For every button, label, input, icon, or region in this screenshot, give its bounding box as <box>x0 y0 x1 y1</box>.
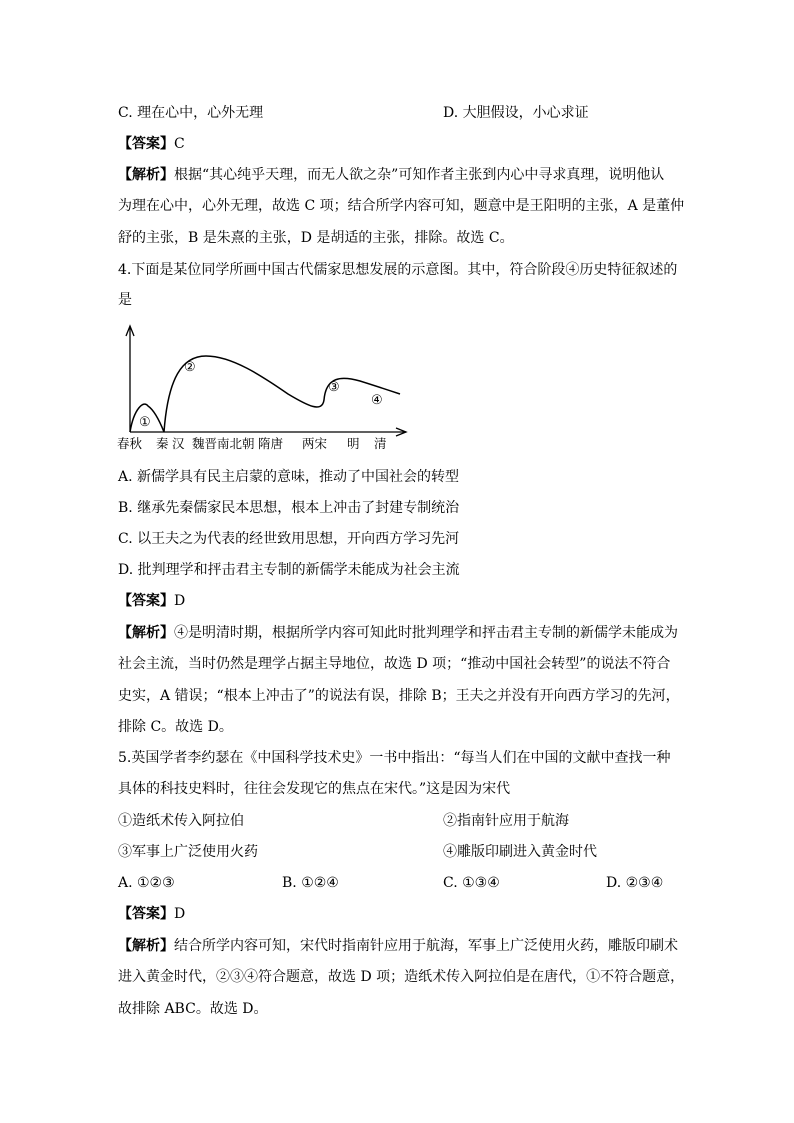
q5-analysis-line-1 <box>118 936 678 956</box>
confucianism-development-diagram <box>112 318 412 454</box>
q4-analysis-line-4: 排除 C。故选 D。 <box>118 719 233 735</box>
answer-tag: 【答案】 <box>118 136 174 152</box>
q3-analysis-line-3: 舒的主张，B 是朱熹的主张，D 是胡适的主张，排除。故选 C。 <box>118 230 514 246</box>
q5-analysis-line-3: 故排除 ABC。故选 D。 <box>118 1001 268 1017</box>
q4-analysis-line-3: 史实，A 错误；“根本上冲击了”的说法有误，排除 B；王夫之并没有开向西方学习的先河， <box>118 688 680 704</box>
q4-stem-line-1: 4.下面是某位同学所画中国古代儒家思想发展的示意图。其中，符合阶段④历史特征叙述的 <box>118 262 678 278</box>
answer-value: D <box>174 593 186 609</box>
q3-option-d: D. 大胆假设，小心求证 <box>443 105 589 121</box>
q5-option-b: B. ①②④ <box>282 875 339 891</box>
era-label: 明 <box>347 436 360 451</box>
phase-2-label: ② <box>184 360 196 375</box>
q5-item-4: ④雕版印刷进入黄金时代 <box>443 844 597 860</box>
era-label: 秦 <box>156 436 169 451</box>
answer-value: D <box>174 906 186 922</box>
era-label: 清 <box>374 436 387 451</box>
analysis-tag: 【解析】 <box>118 167 174 183</box>
q5-option-c: C. ①③④ <box>443 875 500 891</box>
q4-analysis-line-1 <box>118 623 678 643</box>
analysis-tag: 【解析】 <box>118 625 174 641</box>
phase-3-label: ③ <box>328 380 340 395</box>
q5-item-2: ②指南针应用于航海 <box>443 813 569 829</box>
answer-tag: 【答案】 <box>118 593 174 609</box>
q4-option-a: A. 新儒学具有民主启蒙的意味，推动了中国社会的转型 <box>118 469 460 485</box>
phase-2-4-curve <box>164 356 400 432</box>
q4-option-b: B. 继承先秦儒家民本思想，根本上冲击了封建专制统治 <box>118 500 460 516</box>
analysis-text: 根据“其心纯乎天理，而无人欲之杂”可知作者主张到内心中寻求真理，说明他认 <box>174 167 665 183</box>
q3-option-c: C. 理在心中，心外无理 <box>118 105 264 121</box>
answer-tag: 【答案】 <box>118 906 174 922</box>
era-label: 魏晋南北朝 <box>192 436 255 451</box>
era-label: 两宋 <box>302 436 328 451</box>
q4-answer <box>118 591 185 611</box>
q3-answer <box>118 134 185 154</box>
answer-value: C <box>174 136 185 152</box>
q5-answer <box>118 904 185 924</box>
q5-option-d: D. ②③④ <box>606 875 664 891</box>
analysis-text: ④是明清时期，根据所学内容可知此时批判理学和抨击君主专制的新儒学未能成为 <box>174 625 678 641</box>
q5-analysis-line-2: 进入黄金时代，②③④符合题意，故选 D 项；造纸术传入阿拉伯是在唐代，①不符合题意， <box>118 969 685 985</box>
q4-option-c: C. 以王夫之为代表的经世致用思想，开向西方学习先河 <box>118 531 460 547</box>
q5-stem-line-1: 5.英国学者李约瑟在《中国科学技术史》一书中指出：“每当人们在中国的文献中查找一种 <box>118 750 671 766</box>
q5-stem-line-2: 具体的科技史料时，往往会发现它的焦点在宋代。”这是因为宋代 <box>118 781 511 797</box>
era-label: 汉 <box>172 436 185 451</box>
q3-analysis-line-1 <box>118 165 664 185</box>
era-label: 隋唐 <box>258 436 284 451</box>
q4-option-d: D. 批判理学和抨击君主专制的新儒学未能成为社会主流 <box>118 562 460 578</box>
q3-analysis-line-2: 为理在心中，心外无理，故选 C 项；结合所学内容可知，题意中是王阳明的主张，A 是董仲 <box>118 198 685 214</box>
q5-item-3: ③军事上广泛使用火药 <box>118 844 258 860</box>
q4-stem-line-2: 是 <box>118 292 132 308</box>
analysis-tag: 【解析】 <box>118 938 174 954</box>
q5-option-a: A. ①②③ <box>118 875 175 891</box>
phase-4-label: ④ <box>371 393 383 408</box>
q4-analysis-line-2: 社会主流，当时仍然是理学占据主导地位，故选 D 项；“推动中国社会转型”的说法不符合 <box>118 656 671 672</box>
era-label: 春秋 <box>117 436 143 451</box>
analysis-text: 结合所学内容可知，宋代时指南针应用于航海，军事上广泛使用火药，雕版印刷术 <box>174 938 678 954</box>
phase-1-label: ① <box>139 415 151 430</box>
q5-item-1: ①造纸术传入阿拉伯 <box>118 813 244 829</box>
